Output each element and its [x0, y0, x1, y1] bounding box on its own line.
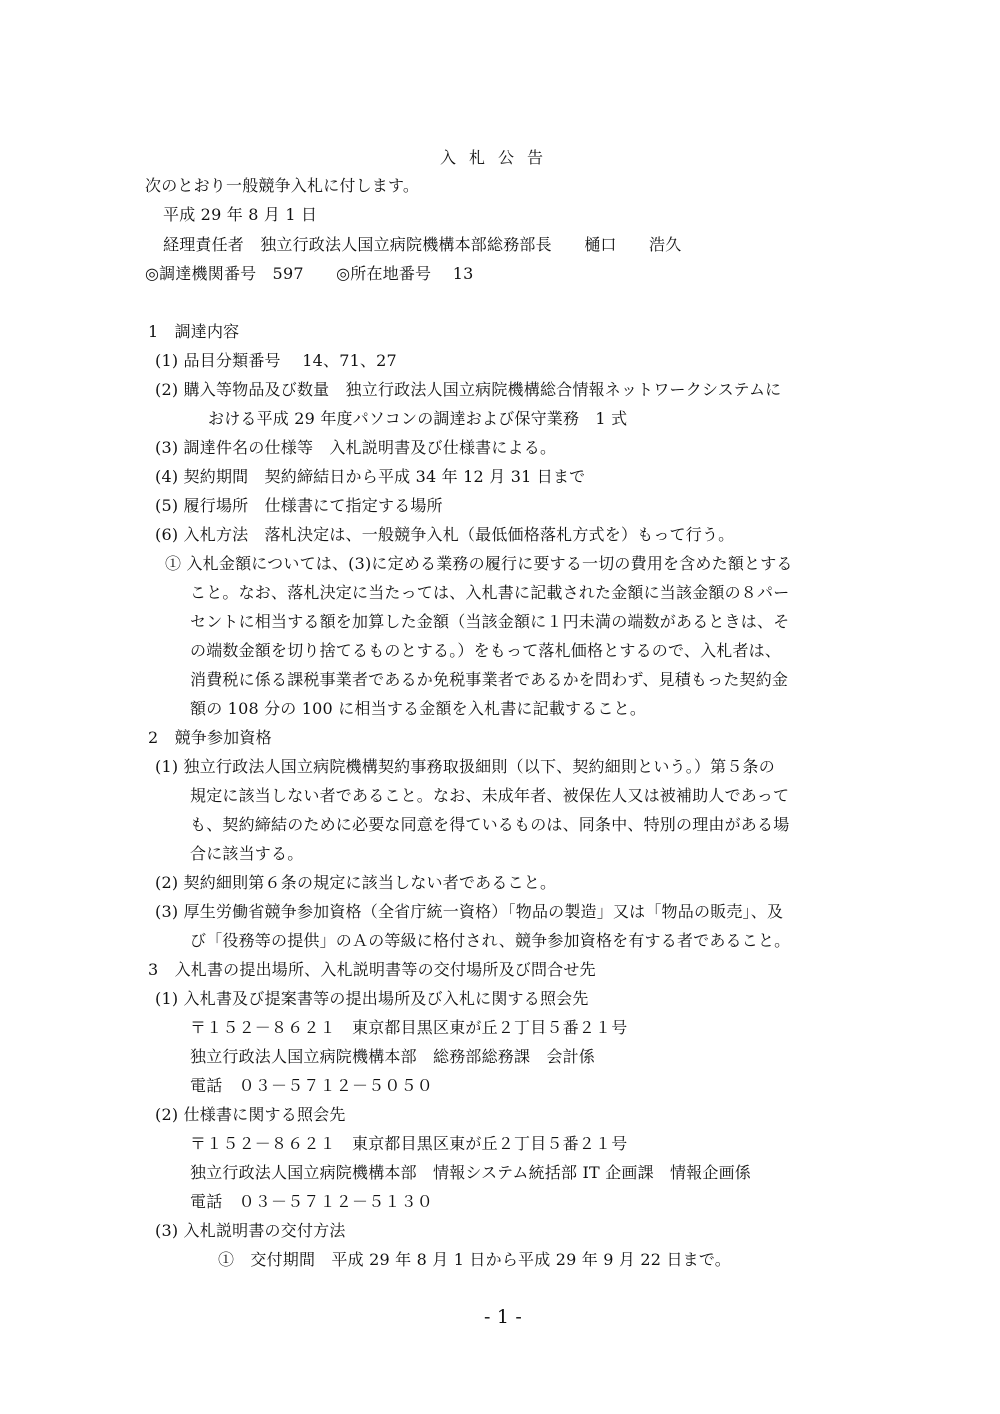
s3-item-2-phone: 電話 ０３－５７１２－５１３０	[190, 1192, 434, 1211]
s3-item-1-organization: 独立行政法人国立病院機構本部 総務部総務課 会計係	[190, 1047, 596, 1066]
s3-item-2-organization: 独立行政法人国立病院機構本部 情報システム統括部 IT 企画課 情報企画係	[190, 1163, 751, 1182]
s1-clause-line: セントに相当する額を加算した金額（当該金額に１円未満の端数があるときは、そ	[190, 612, 790, 631]
s1-clause-line: こと。なお、落札決定に当たっては、入札書に記載された金額に当該金額の８パー	[190, 583, 790, 602]
s1-item-2: (2) 購入等物品及び数量 独立行政法人国立病院機構総合情報ネットワークシステムに	[155, 380, 782, 399]
s3-item-1-address: 〒１５２－８６２１ 東京都目黒区東が丘２丁目５番２１号	[190, 1018, 628, 1037]
s2-item-2: (2) 契約細則第６条の規定に該当しない者であること。	[155, 873, 557, 892]
s3-item-3: (3) 入札説明書の交付方法	[155, 1221, 346, 1240]
s1-item-3: (3) 調達件名の仕様等 入札説明書及び仕様書による。	[155, 438, 557, 457]
s2-item-1-cont: も、契約締結のために必要な同意を得ているものは、同条中、特別の理由がある場	[190, 815, 790, 834]
s1-item-2-cont: おける平成 29 年度パソコンの調達および保守業務 1 式	[208, 409, 628, 428]
date-text: 平成 29 年 8 月 1 日	[163, 205, 318, 224]
s1-clause-line: の端数金額を切り捨てるものとする。）をもって落札価格とするので、入札者は、	[190, 641, 782, 660]
s1-item-6: (6) 入札方法 落札決定は、一般競争入札（最低価格落札方式を）もって行う。	[155, 525, 735, 544]
page-number: - 1 -	[484, 1306, 523, 1328]
section-2-heading: 2 競争参加資格	[148, 728, 272, 747]
s1-clause-line: 消費税に係る課税事業者であるか免税事業者であるかを問わず、見積もった契約金	[190, 670, 789, 689]
s2-item-1-cont: 規定に該当しない者であること。なお、未成年者、被保佐人又は被補助人であって	[190, 786, 790, 805]
s1-clause-line: 額の 108 分の 100 に相当する金額を入札書に記載すること。	[190, 699, 647, 718]
s3-item-3-clause-1: ① 交付期間 平成 29 年 8 月 1 日から平成 29 年 9 月 22 日まで。	[218, 1250, 731, 1269]
s1-item-4: (4) 契約期間 契約締結日から平成 34 年 12 月 31 日まで	[155, 467, 586, 486]
s3-item-2-address: 〒１５２－８６２１ 東京都目黒区東が丘２丁目５番２１号	[190, 1134, 628, 1153]
codes-text: ◎調達機関番号 597 ◎所在地番号 13	[145, 264, 474, 283]
s2-item-1-cont: 合に該当する。	[190, 844, 304, 863]
s3-item-1: (1) 入札書及び提案書等の提出場所及び入札に関する照会先	[155, 989, 589, 1008]
section-1-heading: 1 調達内容	[148, 322, 240, 341]
s1-item-5: (5) 履行場所 仕様書にて指定する場所	[155, 496, 443, 515]
document-title: 入札公告	[440, 148, 557, 167]
intro-text: 次のとおり一般競争入札に付します。	[145, 176, 420, 195]
s1-item-6-clause-1: ① 入札金額については、(3)に定める業務の履行に要する一切の費用を含めた額とする	[165, 554, 793, 573]
s3-item-1-phone: 電話 ０３－５７１２－５０５０	[190, 1076, 434, 1095]
s1-item-1: (1) 品目分類番号 14、71、27	[155, 351, 397, 370]
s2-item-1: (1) 独立行政法人国立病院機構契約事務取扱細則（以下、契約細則という。）第５条の	[155, 757, 775, 776]
s2-item-3-cont: び「役務等の提供」のＡの等級に格付され、競争参加資格を有する者であること。	[190, 931, 791, 950]
official-text: 経理責任者 独立行政法人国立病院機構本部総務部長 樋口 浩久	[163, 235, 682, 254]
section-3-heading: 3 入札書の提出場所、入札説明書等の交付場所及び問合せ先	[148, 960, 596, 979]
s2-item-3: (3) 厚生労働省競争参加資格（全省庁統一資格）「物品の製造」又は「物品の販売」、及	[155, 902, 784, 921]
s3-item-2: (2) 仕様書に関する照会先	[155, 1105, 346, 1124]
